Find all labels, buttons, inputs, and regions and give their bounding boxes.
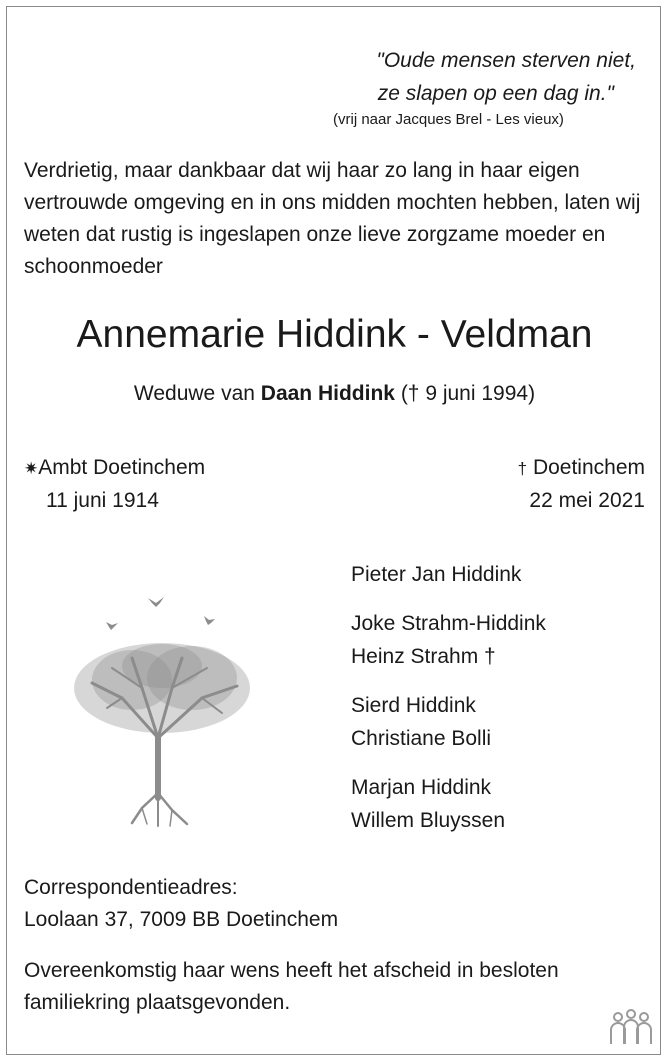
birth-place-line (24, 456, 205, 480)
tree-with-birds-icon (62, 588, 262, 828)
birth-place: Ambt Doetinchem (38, 456, 206, 479)
family-member: Pieter Jan Hiddink (351, 563, 522, 586)
widow-prefix: Weduwe van (133, 382, 255, 405)
correspondence-address: Loolaan 37, 7009 BB Doetinchem (24, 908, 339, 931)
correspondence-label: Correspondentieadres: (24, 876, 238, 899)
death-cross-icon: † (517, 459, 528, 478)
spouse-name: Daan Hiddink (260, 382, 395, 405)
spouse-death: († 9 juni 1994) (400, 382, 536, 405)
people-group-icon (608, 1008, 654, 1046)
deceased-name: Annemarie Hiddink - Veldman (76, 313, 593, 356)
death-place: Doetinchem (532, 456, 645, 479)
quote-line-2: ze slapen op een dag in." (377, 82, 614, 105)
death-place-line (518, 456, 645, 480)
family-member: Sierd Hiddink (351, 694, 476, 717)
quote-source: (vrij naar Jacques Brel - Les vieux) (333, 111, 564, 128)
closing-text: Overeenkomstig haar wens heeft het afscheid in besloten familiekring plaatsgevonden. (24, 959, 559, 1014)
family-member: Joke Strahm-Hiddink (351, 612, 546, 635)
family-member: Christiane Bolli (351, 727, 492, 750)
family-member: Willem Bluyssen (351, 809, 506, 832)
death-date: 22 mei 2021 (529, 489, 645, 512)
intro-text: Verdrietig, maar dankbaar dat wij haar zo lang in haar eigen vertrouwde omgeving en in ons midden mochten hebben, laten wij weten dat rustig is ingeslapen onze lieve zorgzame moeder en schoonmoeder (24, 159, 641, 278)
birth-star-icon: ✷ (24, 459, 39, 478)
family-member: Heinz Strahm † (351, 645, 496, 668)
widow-line (0, 382, 669, 406)
birth-date: 11 juni 1914 (46, 489, 159, 512)
quote-line-1: "Oude mensen sterven niet, (376, 49, 636, 72)
family-member: Marjan Hiddink (351, 776, 492, 799)
